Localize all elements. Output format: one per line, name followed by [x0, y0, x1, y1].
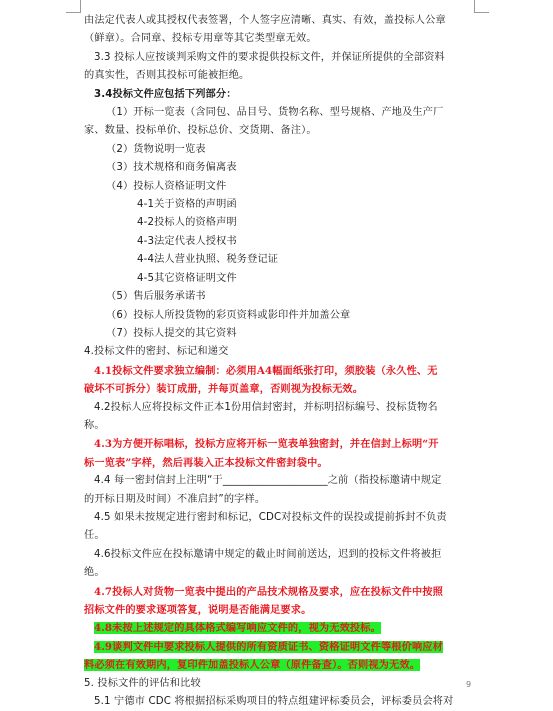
sub-list-item: 4-2投标人的资格声明	[137, 217, 237, 229]
list-item: （1）开标一览表（含同包、品目号、货物名称、型号规格、产地及生产厂	[106, 107, 444, 119]
text-line: 家、数量、投标单价、投标总价、交货期、备注）。	[84, 125, 317, 137]
crop-mark-top-left	[66, 0, 81, 13]
highlight-span: 4.9谈判文件中要求投标人提供的所有资质证书、资格证明文件等根价响应材	[94, 640, 443, 653]
sub-list-item: 4-4法人营业执照、税务登记证	[137, 254, 279, 266]
list-item: （6）投标人所投货物的彩页资料或影印件并加盖公章	[106, 309, 351, 321]
crop-mark-top-right	[474, 0, 489, 13]
highlighted-red-line	[84, 638, 476, 656]
section-heading: 5. 投标文件的评估和比较	[84, 677, 201, 689]
highlighted-red-line	[84, 656, 476, 674]
highlighted-red-line	[84, 619, 476, 637]
list-item: （4）投标人资格证明文件	[106, 180, 227, 192]
text-line: 4.4 每一密封信封上注明“于____________________之前（指投标邀请中规定	[94, 475, 442, 487]
text-line: 由法定代表人或其授权代表签署，个人签字应清晰、真实、有效，盖投标人公章	[84, 15, 446, 26]
document-body	[84, 12, 476, 711]
text-line: 绝。	[84, 567, 105, 579]
sub-list-item: 4-1关于资格的声明函	[137, 199, 237, 211]
red-emphasis-line: 标一览表”字样，然后再装入正本投标文件密封袋中。	[84, 456, 328, 469]
red-emphasis-line: 破坏不可拆分）装订成册，并每页盖章，否则视为投标无效。	[84, 383, 364, 396]
red-emphasis-line: 4.7投标人对货物一览表中提出的产品技术规格及要求，应在投标文件中按照	[94, 585, 443, 598]
page-number: 9	[466, 680, 472, 689]
list-item: （3）技术规格和商务偏离表	[106, 162, 237, 174]
highlight-span: 4.8未按上述规定的具体格式编写响应文件的，视为无效投标。	[94, 622, 381, 635]
section-heading: 4.投标文件的密封、标记和递交	[84, 346, 229, 358]
section-heading: 3.4投标文件应包括下列部分：	[94, 88, 237, 100]
list-item: （2）货物说明一览表	[106, 143, 206, 155]
text-line: 4.5 如果未按规定进行密封和标记，CDC对投标文件的误投或提前拆封不负责	[94, 511, 447, 523]
text-line: 的真实性，否则其投标可能被拒绝。	[84, 70, 250, 82]
sub-list-item: 4-3法定代表人授权书	[137, 235, 237, 247]
sub-list-item: 4-5其它资格证明文件	[137, 272, 237, 284]
text-line: （鲜章）。合同章、投标专用章等其它类型章无效。	[84, 33, 317, 45]
text-line: 4.6投标文件应在投标邀请中规定的截止时间前送达，迟到的投标文件将被拒	[94, 548, 442, 560]
text-line: 称。	[84, 419, 105, 431]
text-line: 的开标日期及时间）不准启封”的字样。	[84, 493, 266, 505]
text-line: 5.1 宁德市 CDC 将根据招标采购项目的特点组建评标委员会，评标委员会将对	[94, 696, 454, 708]
list-item: （7）投标人提交的其它资料	[106, 327, 237, 339]
red-emphasis-line: 4.1投标文件要求独立编制：必须用A4幅面纸张打印，须胶装（永久性、无	[94, 364, 438, 377]
highlight-span: 料必须在有效期内，复印件加盖投标人公章（原件备查）。否则视为无效。	[84, 659, 421, 672]
red-emphasis-line: 4.3为方便开标唱标，投标方应将开标一览表单独密封，并在信封上标明“开	[94, 438, 439, 451]
red-emphasis-line: 招标文件的要求逐项答复，说明是否能满足要求。	[84, 604, 312, 616]
text-line: 3.3 投标人应按谈判采购文件的要求提供投标文件，并保证所提供的全部资料	[94, 51, 445, 63]
list-item: （5）售后服务承诺书	[106, 291, 206, 303]
text-line: 任。	[84, 530, 105, 542]
text-line: 4.2投标人应将投标文件正本1份用信封密封，并标明招标编号、投标货物名	[94, 401, 438, 413]
